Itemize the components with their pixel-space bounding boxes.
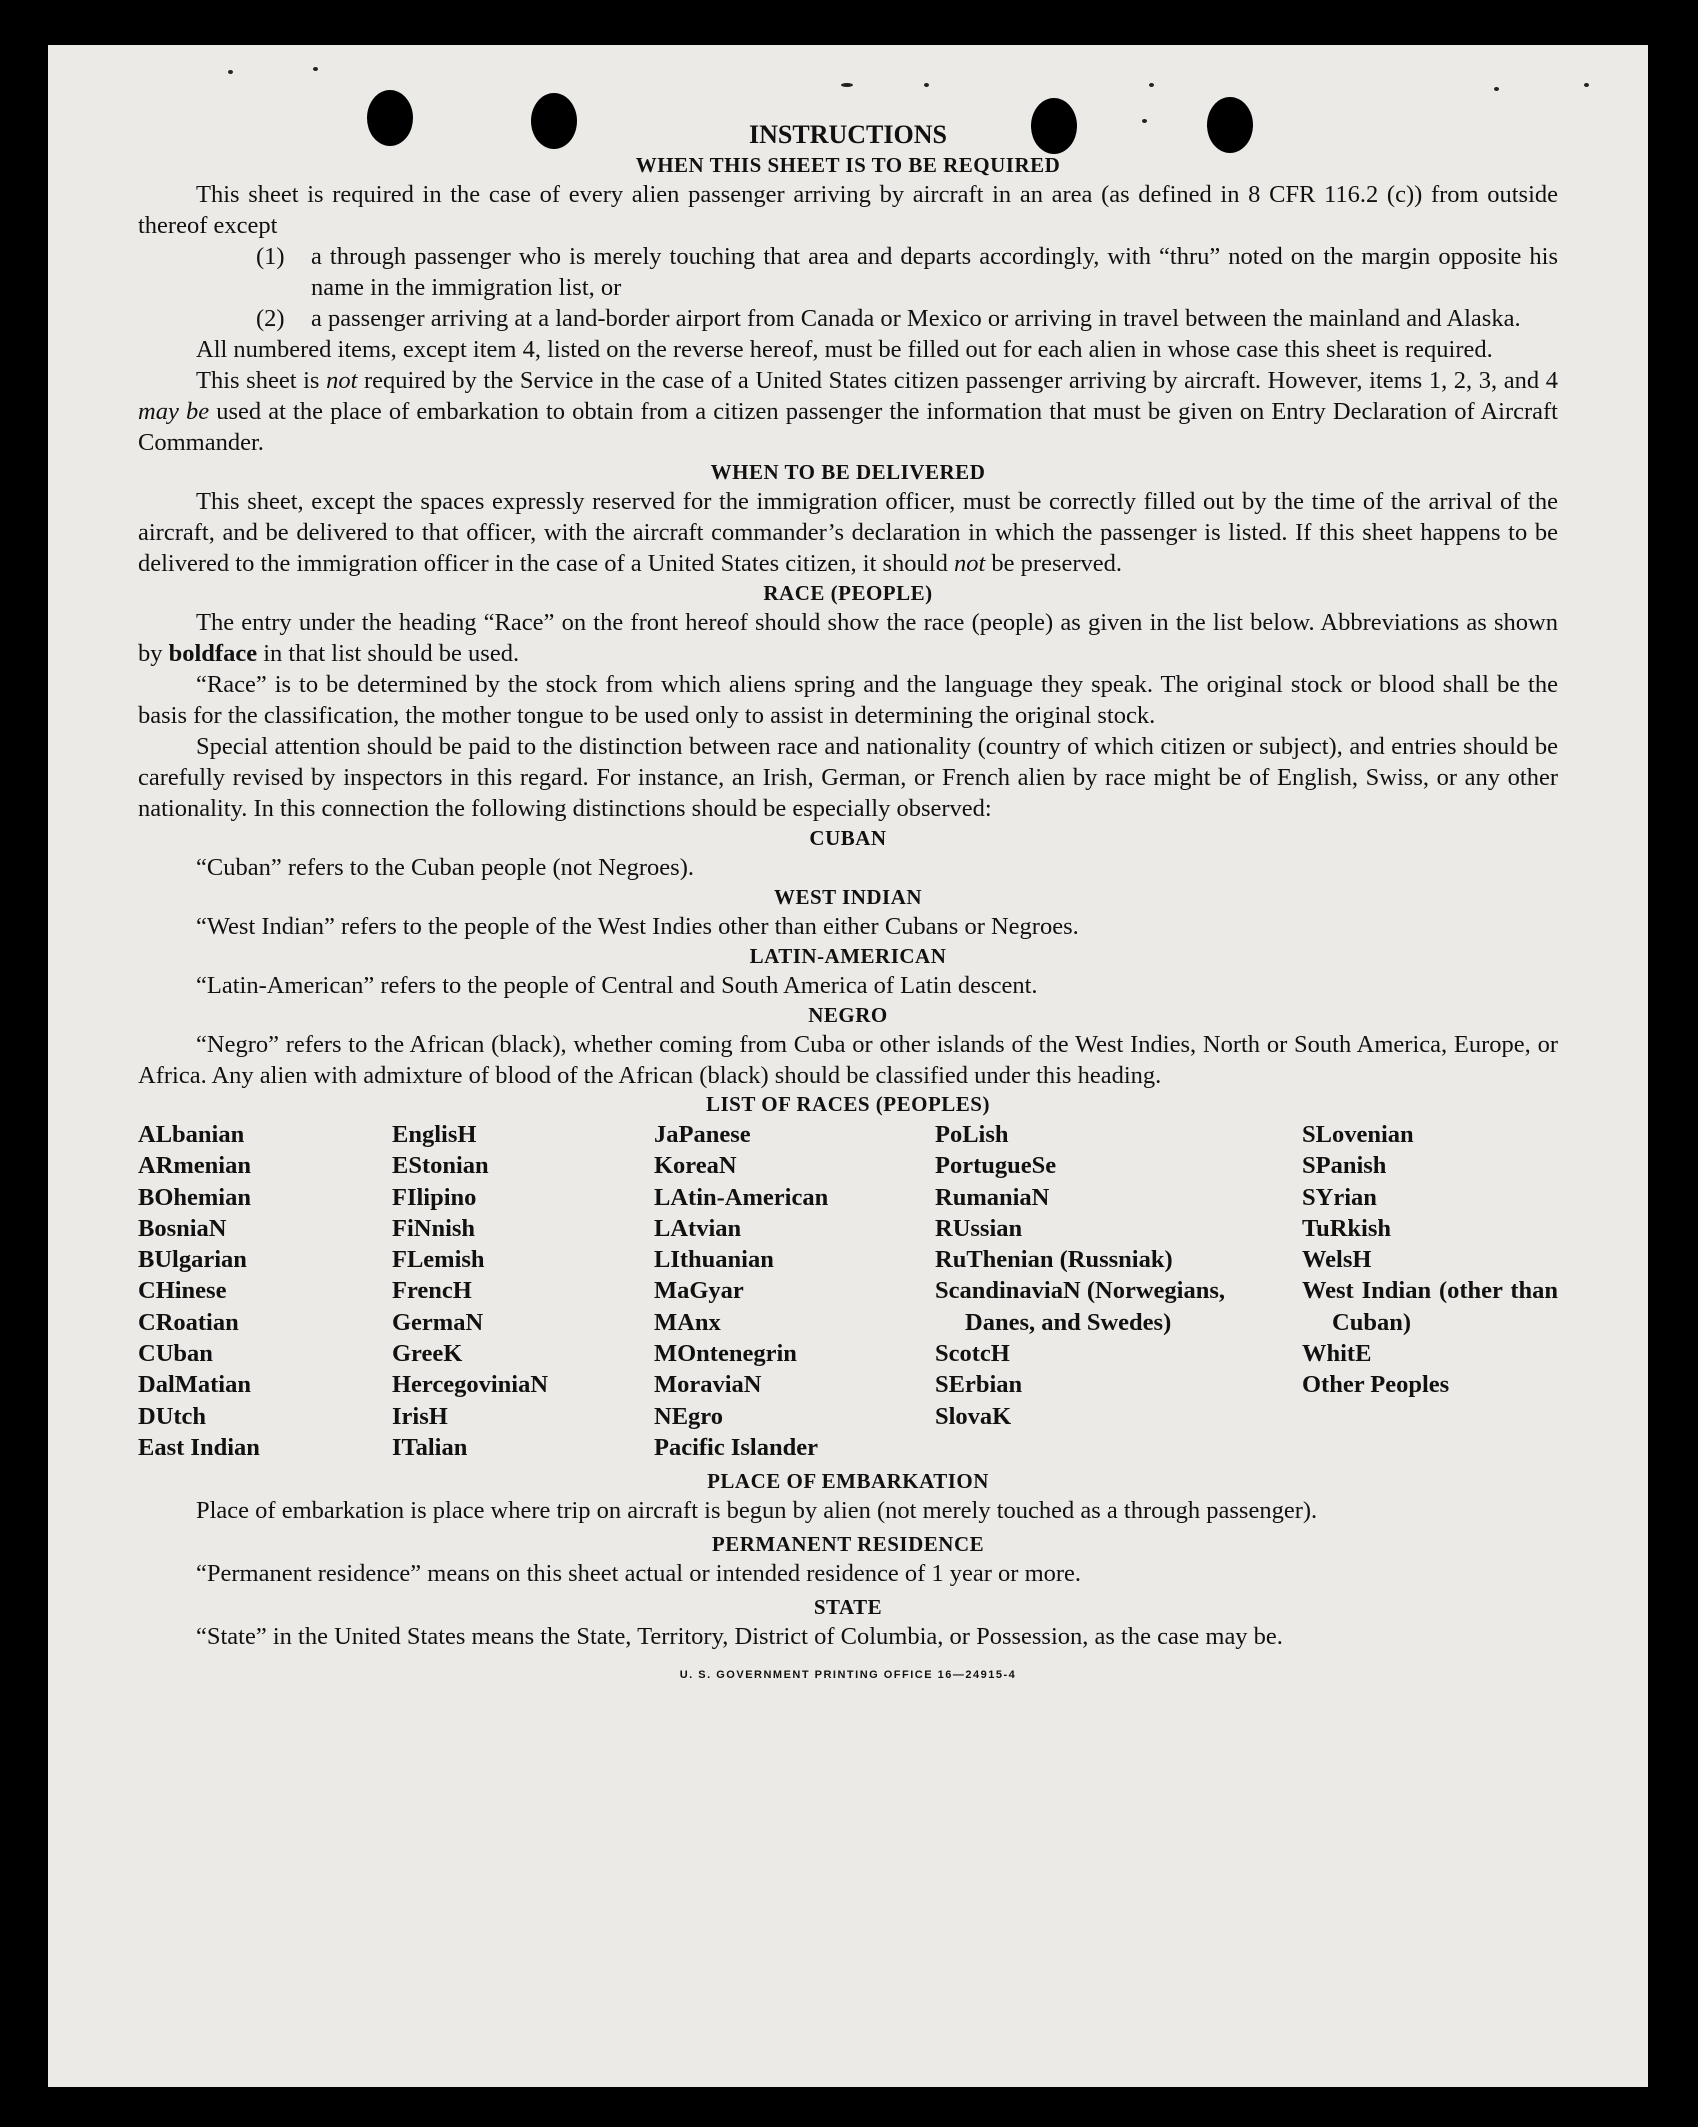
races-column-2 [392,1119,654,1463]
race-entry: FiNnish [392,1214,476,1242]
race-entry: GermaN [392,1308,484,1336]
section-heading-embarkation: PLACE OF EMBARKATION [707,1469,989,1494]
section-heading-west-indian: WEST INDIAN [773,885,923,909]
race-entry: CUban [138,1340,213,1368]
paragraph: “Cuban” refers to the Cuban people (not Negroes). [196,854,694,881]
race-entry: SPanish [1302,1152,1387,1180]
race-entry: LAtvian [654,1214,742,1242]
paragraph: Place of embarkation is place where trip on aircraft is begun by alien (not merely touched as a through passenger). [196,1497,1318,1525]
list-item [138,241,1558,303]
paragraph: This sheet, except the spaces expressly reserved for the immigration officer, must be correctly filled out by the time of the arrival of the aircraft, and be delivered to that officer, with the aircraft commander’s declaration in which the passenger is listed. If this sheet happens to be delivered to the immigration officer in the case of a United States citizen, it should not be preserved. [138,488,1558,577]
race-entry: LAtin-American [654,1183,829,1211]
race-entry: CRoatian [138,1308,239,1336]
race-entry: RuThenian (Russniak) [935,1246,1173,1274]
race-entry: DUtch [138,1402,207,1430]
race-entry: Pacific Islander [654,1433,818,1461]
speck [924,83,929,87]
race-entry: TuRkish [1302,1214,1392,1242]
speck [313,67,318,71]
race-entry: PoLish [935,1121,1009,1148]
race-entry: NEgro [654,1402,723,1430]
paragraph: “Negro” refers to the African (black), whether coming from Cuba or other islands of the West Indies, North or South America, Europe, or Africa. Any alien with admixture of blood of the African (black) should be classified under this heading. [138,1031,1558,1089]
paragraph: All numbered items, except item 4, listed on the reverse hereof, must be filled out for each alien in whose case this sheet is required. [196,336,1493,363]
races-table [138,1119,1558,1463]
list-item [138,303,1558,334]
race-entry: WhitE [1302,1340,1372,1368]
section-heading-cuban: CUBAN [809,826,887,850]
section-heading-residence: PERMANENT RESIDENCE [711,1532,985,1557]
race-entry: SYrian [1302,1183,1377,1211]
section-heading-list-of-races: LIST OF RACES (PEOPLES) [706,1092,990,1116]
race-entry: EnglisH [392,1121,477,1148]
paragraph: This sheet is required in the case of every alien passenger arriving by aircraft in an area (as defined in 8 CFR 116.2 (c)) from outside thereof except [138,181,1558,239]
paragraph: “West Indian” refers to the people of the West Indies other than either Cubans or Negroes. [196,913,1079,940]
race-entry: FLemish [392,1246,485,1274]
speck [1149,83,1154,87]
race-entry: HercegoviniaN [392,1371,549,1399]
race-entry: RumaniaN [935,1183,1050,1211]
race-entry: WelsH [1302,1246,1372,1274]
race-entry: PortugueSe [935,1152,1057,1180]
paragraph: “State” in the United States means the State, Territory, District of Columbia, or Possession, as the case may be. [196,1623,1283,1651]
race-entry: BOhemian [138,1183,251,1211]
race-entry: DalMatian [138,1371,251,1399]
race-entry: GreeK [392,1340,463,1368]
race-entry: West Indian (other than Cuban) [1302,1277,1558,1336]
race-entry: EStonian [392,1152,489,1180]
section-heading-delivered: WHEN TO BE DELIVERED [710,460,986,484]
race-entry: BosniaN [138,1214,227,1242]
race-entry: Other Peoples [1302,1371,1450,1399]
item-text: a through passenger who is merely touching that area and departs accordingly, with “thru” noted on the margin opposite his name in the immigration list, or [311,243,1558,301]
race-entry: KoreaN [654,1152,737,1180]
section-heading-required: WHEN THIS SHEET IS TO BE REQUIRED [635,153,1061,177]
speck [841,83,853,87]
page-title: INSTRUCTIONS [749,120,947,149]
races-column-1 [138,1119,392,1463]
item-text: a passenger arriving at a land-border airport from Canada or Mexico or arriving in travel between the mainland and Alaska. [311,305,1521,332]
paragraph: The entry under the heading “Race” on the front hereof should show the race (people) as given in the list below. Abbreviations as shown by boldface in that list should be used. [138,609,1558,667]
section-heading-latin-american: LATIN-AMERICAN [749,944,947,968]
item-number: (2) [256,305,285,332]
race-entry: IrisH [392,1402,448,1430]
paragraph: “Race” is to be determined by the stock from which aliens spring and the language they speak. The original stock or blood shall be the basis for the classification, the mother tongue to be used only to assist in determining the original stock. [138,671,1558,729]
paragraph: Special attention should be paid to the distinction between race and nationality (country of which citizen or subject), and entries should be carefully revised by inspectors in this regard. For instance, an Irish, German, or French alien by race might be of English, Swiss, or any other nationality. In this connection the following distinctions should be especially observed: [138,733,1558,822]
race-entry: SlovaK [935,1402,1012,1430]
race-entry: BUlgarian [138,1246,247,1274]
section-heading-negro: NEGRO [808,1003,888,1027]
races-column-3 [654,1119,935,1463]
race-entry: RUssian [935,1214,1023,1242]
speck [1494,87,1499,91]
race-entry: SLovenian [1302,1121,1414,1148]
race-entry: MAnx [654,1308,721,1336]
races-column-4 [935,1119,1225,1463]
races-column-5 [1302,1119,1558,1463]
race-entry: ARmenian [138,1152,251,1180]
race-entry: ITalian [392,1433,468,1461]
speck [1584,83,1589,87]
speck [228,70,233,74]
race-entry: ScotcH [935,1340,1010,1368]
section-heading-state: STATE [813,1595,883,1620]
race-entry: East Indian [138,1433,260,1461]
race-entry: MaGyar [654,1277,744,1305]
item-number: (1) [256,243,285,270]
race-entry: FIlipino [392,1183,477,1211]
paragraph: “Permanent residence” means on this sheet actual or intended residence of 1 year or more. [196,1560,1082,1588]
instructions-text [138,118,1558,1691]
race-entry: ScandinaviaN (Norwegians, Danes, and Swedes) [935,1277,1225,1336]
race-entry: CHinese [138,1277,227,1305]
paragraph: “Latin-American” refers to the people of Central and South America of Latin descent. [196,972,1038,999]
section-heading-race: RACE (PEOPLE) [763,581,933,605]
paragraph: This sheet is not required by the Service in the case of a United States citizen passenger arriving by aircraft. However, items 1, 2, 3, and 4 may be used at the place of embarkation to obtain from a citizen passenger the information that must be given on Entry Declaration of Aircraft Commander. [138,367,1558,456]
race-entry: MOntenegrin [654,1340,797,1368]
race-entry: MoraviaN [654,1371,762,1399]
printer-imprint: U. S. GOVERNMENT PRINTING OFFICE 16—24915-4 [679,1669,1017,1682]
race-entry: LIthuanian [654,1246,774,1274]
race-entry: JaPanese [654,1121,751,1148]
race-entry: ALbanian [138,1121,245,1148]
race-entry: SErbian [935,1371,1023,1399]
race-entry: FrencH [392,1277,472,1305]
